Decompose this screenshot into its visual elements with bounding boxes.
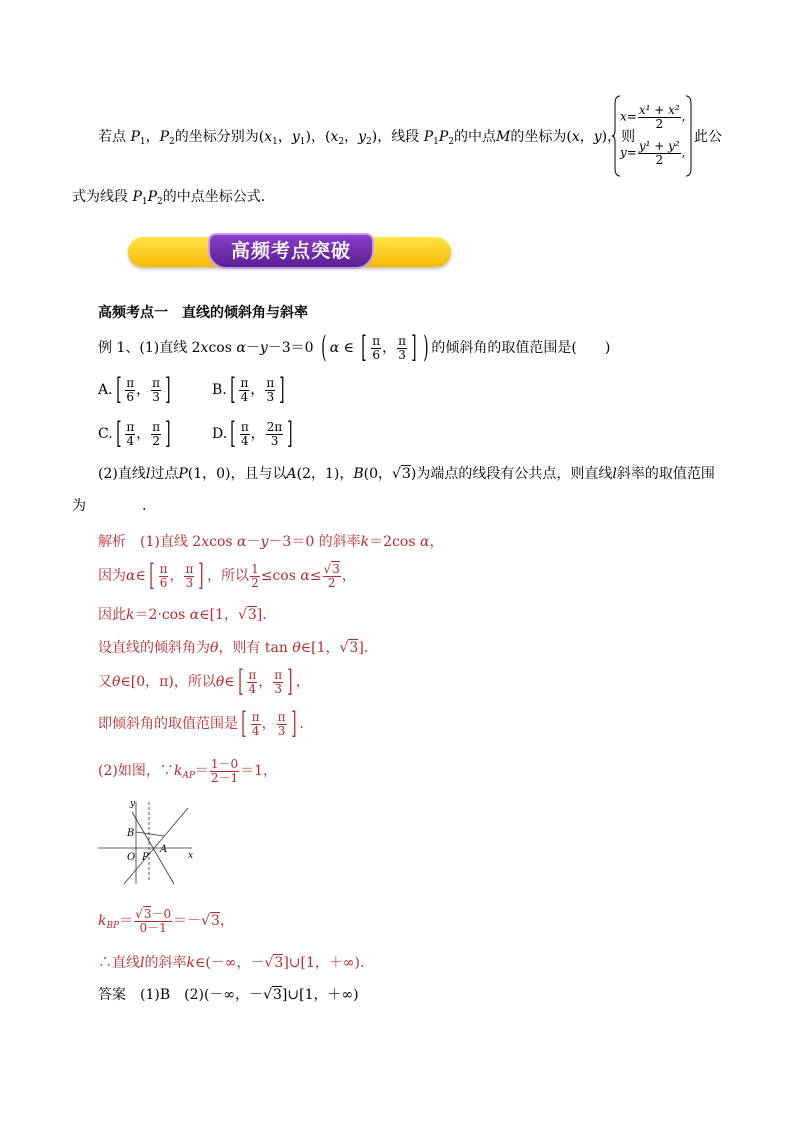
midpoint-tail: 此公 [694,129,722,145]
solution-line-2: 因为α∈ [ $\frac{\pi}{6}$ ， $\frac{\pi}{3}$ ] ，所以 $\frac{1}{2}$ ≤cos α≤ $\frac{√3}{2}$ ， [98,558,356,593]
line-through-a [124,808,188,884]
section-banner [128,233,451,271]
point-b-label: B [127,828,135,839]
option-c: C. [ $\frac{\pi}{4}$ ， $\frac{\pi}{2}$ ] [98,416,171,451]
y-label: y [130,799,136,809]
example-q2-line2: 为________. [72,498,147,514]
example-q1: 例 1、(1)直线 2xcos α－y－3＝0 ( α ∈ [ $\frac{\pi}{6}$ ， $\frac{\pi}{3}$ ] ) 的倾斜角的取值范围是( ) [98,330,611,365]
solution-line-4: 设直线的倾斜角为θ，则有 tan θ∈[1，√3]. [98,640,369,656]
answer-line: 答案 (1)B (2)(－∞，－√3]∪[1，＋∞) [98,987,359,1003]
section-title: 高频考点一 直线的倾斜角与斜率 [98,305,308,321]
option-b: B. [ $\frac{\pi}{4}$ ， $\frac{\pi}{3}$ ] [212,372,285,407]
solution-kbp: $k_{BP}=$ $\frac{√3-0}{0-1}$ ＝－√3， [98,907,234,935]
solution-line-6: 即倾斜角的取值范围是 [ $\frac{\pi}{4}$ ， $\frac{\pi}{3}$ ] . [98,706,304,741]
banner-plate [208,233,374,269]
midpoint-formula: x= $\frac{\text{x¹ + x²}}{2}$ , y= $\frac{\text{y¹ + y²}}{2}$ , [612,94,692,178]
solution-line-1: 解析 (1)直线 2xcos α－y－3＝0 的斜率k＝2cos α， [98,534,444,550]
banner-title: 高频考点突破 [230,240,351,262]
option-a: A. [ $\frac{\pi}{6}$ ， $\frac{\pi}{3}$ ] [98,372,171,407]
solution-part2: (2)如图，$\because k_{AP}=$ $\frac{1-0}{2-1}$ ＝1， [98,757,278,785]
coordinate-figure [96,796,202,888]
point-a-label: A [160,844,168,855]
origin-label: O [127,852,136,863]
option-d: D. [ $\frac{\pi}{4}$ ， $\frac{2\pi}{3}$ ] [212,416,293,451]
point-p-label: P [142,852,149,863]
example-q2: (2)直线l过点P(1，0)，且与以A(2，1)，B(0，√3)为端点的线段有公共点，则直线l斜率的取值范围 [98,466,715,482]
solution-conclusion: ∴直线l的斜率k∈(－∞，－√3]∪[1，＋∞). [98,955,365,971]
segment-ab [136,832,164,836]
midpoint-line-2: 式为线段 $P_1P_2$的中点坐标公式． [72,189,275,207]
midpoint-line-1: 若点 $P_1$，$P_2$的坐标分别为($x_1$，$y_1$)，($x_2$，$y_2$)，线段 $P_1P_2$的中点M的坐标为(x，y)，则 [98,129,636,147]
solution-line-5: 又θ∈[0，π)，所以θ∈ [ $\frac{\pi}{4}$ ， $\frac{\pi}{3}$ ] ， [98,664,310,699]
x-label: x [188,851,194,861]
solution-line-3: 因此k＝2·cos α∈[1，√3]. [98,607,267,623]
